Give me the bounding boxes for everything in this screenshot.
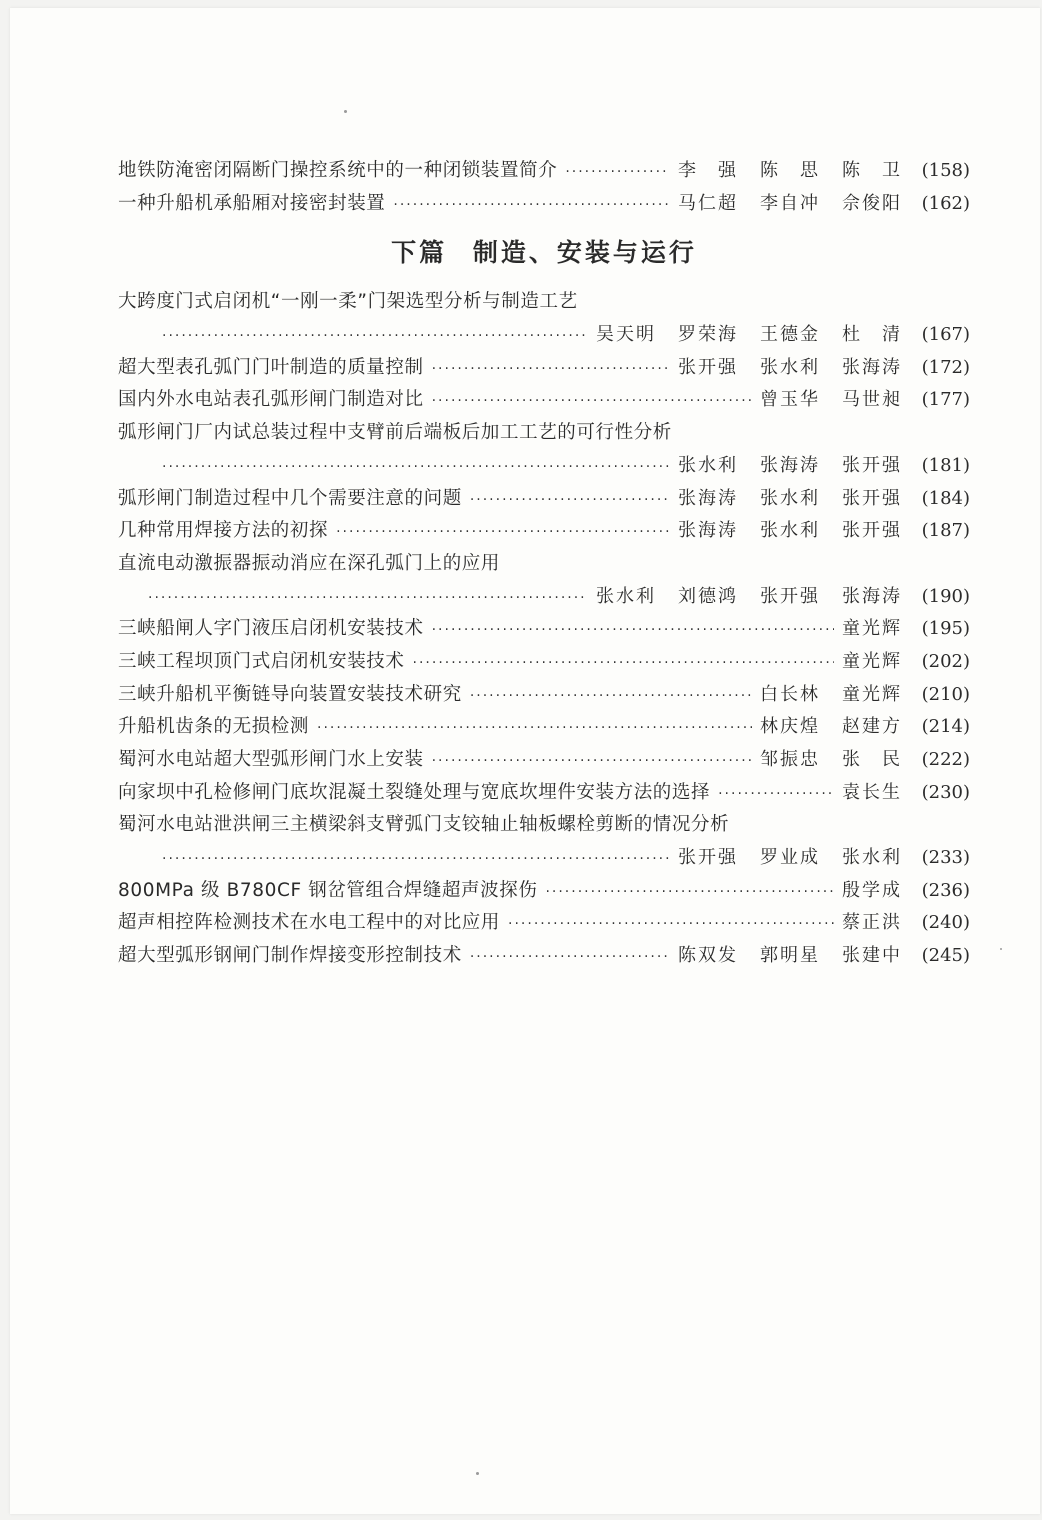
toc-entry-title-line[interactable]: [118, 809, 970, 842]
entry-authors: [678, 450, 902, 483]
page-number: (172): [921, 356, 970, 378]
page-number: (195): [921, 618, 970, 640]
toc-entry-title-line[interactable]: [118, 417, 970, 450]
toc-entry[interactable]: [118, 515, 970, 548]
author-name: 赵建方: [842, 716, 902, 738]
page-number: (210): [921, 683, 970, 705]
entry-authors: [842, 646, 902, 679]
scan-speck: [1000, 948, 1002, 950]
author-name: 张水利: [842, 847, 902, 869]
author-name: 马世昶: [842, 389, 902, 411]
entry-authors: [842, 907, 902, 940]
toc-entry[interactable]: [118, 384, 970, 417]
author-name: 张水利: [596, 585, 656, 607]
leader-dots: [508, 908, 834, 941]
page-number: (162): [921, 192, 970, 214]
leader-dots: [148, 582, 588, 615]
leader-dots: [545, 876, 834, 909]
author-name: 童光辉: [842, 618, 902, 640]
page-number: (202): [921, 650, 970, 672]
author-name: 罗荣海: [678, 324, 738, 346]
toc-entry[interactable]: [118, 711, 970, 744]
entry-authors: [760, 711, 902, 744]
entry-title: 蜀河水电站泄洪闸三主横梁斜支臂弧门支铰轴止轴板螺栓剪断的情况分析: [118, 814, 730, 836]
toc-entry-author-line[interactable]: [118, 842, 970, 875]
author-name: 李 强: [678, 160, 738, 181]
author-name: 罗业成: [760, 847, 820, 869]
page-number: (181): [921, 454, 970, 476]
author-name: 杜 清: [842, 324, 902, 346]
page-number: (245): [921, 945, 970, 967]
leader-dots: [393, 189, 670, 222]
entry-title: 向家坝中孔检修闸门底坎混凝土裂缝处理与宽底坎埋件安装方法的选择: [118, 781, 711, 803]
toc-entry[interactable]: [118, 188, 970, 221]
toc-entry-author-line[interactable]: [118, 581, 970, 614]
author-name: 吴天明: [596, 324, 656, 346]
author-name: 陈 思: [760, 160, 820, 181]
toc-entry[interactable]: [118, 155, 970, 188]
entry-authors: [760, 744, 902, 777]
entry-authors: [842, 875, 902, 908]
page-number: (184): [921, 487, 970, 509]
leader-dots: [162, 843, 670, 876]
leader-dots: [317, 712, 752, 745]
author-name: 张开强: [760, 585, 820, 607]
entry-authors: [596, 319, 902, 352]
author-name: 曾玉华: [760, 389, 820, 411]
entry-authors: [678, 515, 902, 548]
entry-title: 几种常用焊接方法的初探: [118, 520, 329, 542]
entry-title: 三峡船闸人字门液压启闭机安装技术: [118, 618, 424, 640]
section-heading: 下篇 制造、安装与运行: [391, 238, 697, 268]
entry-authors: [760, 384, 902, 417]
entry-title: 直流电动激振器振动消应在深孔弧门上的应用: [118, 552, 501, 574]
author-name: 林庆煌: [760, 716, 820, 738]
toc-entry[interactable]: [118, 646, 970, 679]
author-name: 张开强: [842, 520, 902, 542]
entry-title: 三峡升船机平衡链导向装置安装技术研究: [118, 683, 462, 705]
leader-dots: [413, 647, 834, 680]
page-number: (236): [921, 879, 970, 901]
author-name: 袁长生: [842, 781, 902, 803]
leader-dots: [162, 320, 588, 353]
entry-title: 地铁防淹密闭隔断门操控系统中的一种闭锁装置简介: [118, 160, 558, 181]
toc-entry[interactable]: [118, 940, 970, 973]
leader-dots: [432, 385, 752, 418]
entry-title: 超大型弧形钢闸门制作焊接变形控制技术: [118, 945, 462, 967]
entry-authors: [842, 777, 902, 810]
toc-entry-title-line[interactable]: [118, 548, 970, 581]
table-of-contents: [118, 155, 970, 973]
author-name: 张海涛: [842, 585, 902, 607]
author-name: 张开强: [678, 356, 738, 378]
toc-entry[interactable]: [118, 352, 970, 385]
entry-authors: [678, 188, 902, 221]
entry-title: 升船机齿条的无损检测: [118, 716, 310, 738]
entry-authors: [678, 155, 902, 188]
entry-authors: [760, 679, 902, 712]
toc-entry-title-line[interactable]: [118, 286, 970, 319]
leader-dots: [336, 516, 670, 549]
leader-dots: [432, 614, 834, 647]
author-name: 张海涛: [678, 520, 738, 542]
author-name: 张 民: [842, 749, 902, 770]
page-number: (233): [921, 847, 970, 869]
entry-authors: [678, 842, 902, 875]
author-name: 邹振忠: [760, 749, 820, 770]
author-name: 殷学成: [842, 879, 902, 901]
author-name: 陈双发: [678, 945, 738, 967]
leader-dots: [565, 156, 670, 189]
entry-title: 一种升船机承船厢对接密封装置: [118, 192, 386, 214]
toc-entry[interactable]: [118, 777, 970, 810]
leader-dots: [470, 484, 670, 517]
toc-entry[interactable]: [118, 679, 970, 712]
leader-dots: [432, 353, 670, 386]
author-name: 张开强: [678, 847, 738, 869]
author-name: 童光辉: [842, 650, 902, 672]
author-name: 张海涛: [842, 356, 902, 378]
toc-entry[interactable]: [118, 483, 970, 516]
author-name: 张海涛: [678, 487, 738, 509]
page-number: (240): [921, 912, 970, 934]
entry-title: 大跨度门式启闭机“一刚一柔”门架选型分析与制造工艺: [118, 291, 578, 313]
entry-authors: [678, 352, 902, 385]
author-name: 李自冲: [760, 192, 820, 214]
author-name: 王德金: [760, 324, 820, 346]
entry-title: 弧形闸门厂内试总装过程中支臂前后端板后加工工艺的可行性分析: [118, 422, 672, 444]
author-name: 陈 卫: [842, 160, 902, 181]
entry-title: 国内外水电站表孔弧形闸门制造对比: [118, 389, 424, 411]
toc-entry[interactable]: [118, 744, 970, 777]
author-name: 张水利: [760, 520, 820, 542]
author-name: 张海涛: [760, 454, 820, 476]
page-number: (158): [921, 160, 970, 181]
page-number: (177): [921, 389, 970, 411]
entry-title: 三峡工程坝顶门式启闭机安装技术: [118, 650, 405, 672]
entry-title: 蜀河水电站超大型弧形闸门水上安装: [118, 749, 424, 770]
author-name: 张水利: [678, 454, 738, 476]
author-name: 蔡正洪: [842, 912, 902, 934]
entry-authors: [678, 940, 902, 973]
leader-dots: [162, 451, 670, 484]
author-name: 童光辉: [842, 683, 902, 705]
scan-speck: [344, 110, 347, 113]
author-name: 郭明星: [760, 945, 820, 967]
author-name: 张开强: [842, 487, 902, 509]
author-name: 马仁超: [678, 192, 738, 214]
author-name: 佘俊阳: [842, 192, 902, 214]
entry-title: 超声相控阵检测技术在水电工程中的对比应用: [118, 912, 501, 934]
leader-dots: [470, 941, 670, 974]
author-name: 白长林: [760, 683, 820, 705]
page-number: (187): [921, 520, 970, 542]
page-number: (167): [921, 324, 970, 346]
leader-dots: [432, 745, 752, 778]
toc-entry-author-line[interactable]: [118, 450, 970, 483]
author-name: 刘德鸿: [678, 585, 738, 607]
author-name: 张水利: [760, 356, 820, 378]
page-number: (190): [921, 585, 970, 607]
scan-speck: [476, 1472, 479, 1475]
author-name: 张水利: [760, 487, 820, 509]
entry-title: 弧形闸门制造过程中几个需要注意的问题: [118, 487, 462, 509]
entry-authors: [596, 581, 902, 614]
page-number: (214): [921, 716, 970, 738]
toc-entry-author-line[interactable]: [118, 319, 970, 352]
entry-authors: [678, 483, 902, 516]
entry-title: 超大型表孔弧门门叶制造的质量控制: [118, 356, 424, 378]
entry-title: 800MPa 级 B780CF 钢岔管组合焊缝超声波探伤: [118, 879, 538, 901]
entry-authors: [842, 613, 902, 646]
page-number: (230): [921, 781, 970, 803]
page-number: (222): [921, 749, 970, 770]
toc-entry[interactable]: [118, 875, 970, 908]
leader-dots: [718, 778, 834, 811]
toc-entry[interactable]: [118, 907, 970, 940]
leader-dots: [470, 680, 752, 713]
author-name: 张开强: [842, 454, 902, 476]
author-name: 张建中: [842, 945, 902, 967]
toc-entry[interactable]: [118, 613, 970, 646]
